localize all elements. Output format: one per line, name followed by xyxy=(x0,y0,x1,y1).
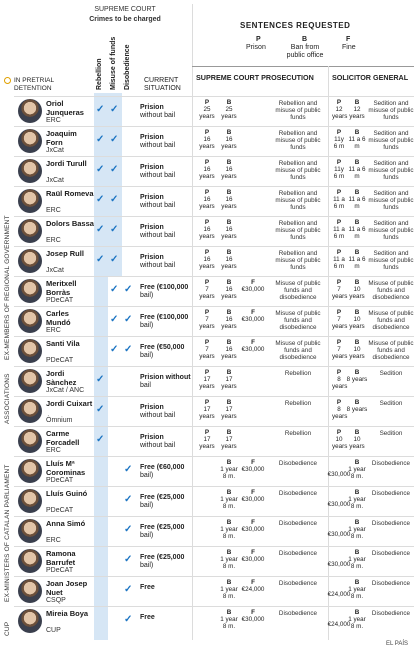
prosecution-charges: Rebellion and misuse of public funds xyxy=(275,160,321,181)
solicitor-charges: Misuse of public funds and disobedience xyxy=(368,310,414,331)
prosecution-fine: F €30,000 xyxy=(241,519,265,533)
person-party: JxCat xyxy=(46,267,64,274)
prosecution-ban: B 17 years xyxy=(221,399,237,420)
person-name: Lluís Guinó xyxy=(46,489,88,498)
solicitor-header: SOLICITOR GENERAL xyxy=(332,73,409,82)
misuse-check: ✓ xyxy=(110,164,119,175)
disobedience-check: ✓ xyxy=(124,524,133,535)
col-rebellion: Rebellion xyxy=(96,58,103,90)
avatar xyxy=(18,309,42,333)
crimes-charged-label: Crimes to be charged xyxy=(89,16,161,23)
person-party: JxCat / ANC xyxy=(46,387,85,394)
solicitor-charges: Disobedience xyxy=(371,460,411,467)
prosecution-ban: B 16 years xyxy=(221,339,237,360)
prosecution-charges: Rebellion xyxy=(284,370,312,377)
current-situation: Prision without bail xyxy=(140,434,176,449)
prosecution-ban: B 1 year 8 m. xyxy=(220,489,238,510)
avatar xyxy=(18,369,42,393)
solicitor-ban: B 1 year 8 m. xyxy=(348,459,366,480)
person-name: Carme Forcadell xyxy=(46,429,80,447)
solicitor-charges: Misuse of public funds and disobedience xyxy=(368,280,414,301)
prosecution-header: SUPREME COURT PROSECUTION xyxy=(196,73,314,82)
sentences-requested-title: SENTENCES REQUESTED xyxy=(240,21,351,30)
person-name: Joaquim Forn xyxy=(46,129,77,147)
group-cup: CUP xyxy=(4,621,11,636)
table-row xyxy=(14,156,414,186)
person-party: PDeCAT xyxy=(46,357,74,364)
prosecution-charges: Rebellion and misuse of public funds xyxy=(275,220,321,241)
solicitor-ban: B 11 a 6 m xyxy=(348,249,366,270)
solicitor-prison: P 7 years xyxy=(332,279,348,300)
col-misuse: Misuse of funds xyxy=(110,36,117,90)
solicitor-charges: Disobedience xyxy=(371,520,411,527)
person-name: Joan Josep Nuet xyxy=(46,579,88,597)
misuse-check: ✓ xyxy=(110,254,119,265)
prosecution-prison: P 17 years xyxy=(199,429,215,450)
current-situation: Free (€100,000 bail) xyxy=(140,314,189,329)
prosecution-charges: Misuse of public funds and disobedience xyxy=(275,310,321,331)
prosecution-charges: Rebellion and misuse of public funds xyxy=(275,190,321,211)
rebellion-check: ✓ xyxy=(96,374,105,385)
rebellion-check: ✓ xyxy=(96,194,105,205)
solicitor-fine: €30,000 xyxy=(327,561,351,568)
solicitor-prison: P 7 years xyxy=(332,339,348,360)
current-situation: Prision without bail xyxy=(140,194,176,209)
prosecution-fine: F €24,000 xyxy=(241,579,265,593)
prosecution-ban: B 16 years xyxy=(221,159,237,180)
solicitor-prison: P 11 a 6 m xyxy=(333,219,345,240)
person-party: CUP xyxy=(46,627,61,634)
solicitor-ban: B 10 years xyxy=(349,279,365,300)
current-situation: Prision without bail xyxy=(140,254,176,269)
prosecution-ban: B 1 year 8 m. xyxy=(220,609,238,630)
solicitor-ban: B 1 year 8 m. xyxy=(348,519,366,540)
solicitor-ban: B 1 year 8 m. xyxy=(348,489,366,510)
table-row xyxy=(14,276,414,306)
prosecution-prison: P 25 years xyxy=(199,99,215,120)
current-situation: Prision without bail xyxy=(140,164,176,179)
key-b-label: Ban from public office xyxy=(286,44,324,59)
disobedience-check: ✓ xyxy=(124,554,133,565)
prosecution-charges: Disobedience xyxy=(278,580,318,587)
disobedience-check: ✓ xyxy=(124,464,133,475)
person-party: ERC xyxy=(46,117,61,124)
person-party: PDeCAT xyxy=(46,507,74,514)
prosecution-prison: P 7 years xyxy=(199,339,215,360)
solicitor-charges: Sedition and misuse of public funds xyxy=(368,160,414,181)
rebellion-check: ✓ xyxy=(96,224,105,235)
solicitor-ban: B 12 years xyxy=(349,99,365,120)
prosecution-ban: B 16 years xyxy=(221,219,237,240)
current-situation: Prision without bail xyxy=(140,104,176,119)
prosecution-charges: Rebellion and misuse of public funds xyxy=(275,250,321,271)
avatar xyxy=(18,159,42,183)
prosecution-prison: P 16 years xyxy=(199,219,215,240)
solicitor-prison: P 8 years xyxy=(332,399,348,420)
prosecution-ban: B 17 years xyxy=(221,369,237,390)
prosecution-fine: F €30,000 xyxy=(241,459,265,473)
group-associations: ASSOCIATIONS xyxy=(4,373,11,424)
rebellion-check: ✓ xyxy=(96,254,105,265)
current-situation: Free (€25,000 bail) xyxy=(140,554,185,569)
solicitor-prison: P 7 years xyxy=(332,309,348,330)
solicitor-charges: Sedition xyxy=(379,400,403,407)
table-row xyxy=(14,126,414,156)
person-party: ERC xyxy=(46,327,61,334)
solicitor-ban: B 10 years xyxy=(349,339,365,360)
prosecution-charges: Disobedience xyxy=(278,550,318,557)
current-situation: Prision without bail xyxy=(140,374,191,389)
misuse-check: ✓ xyxy=(110,314,119,325)
current-situation: Prision without bail xyxy=(140,404,176,419)
rebellion-check: ✓ xyxy=(96,134,105,145)
solicitor-fine: €30,000 xyxy=(327,471,351,478)
disobedience-check: ✓ xyxy=(124,344,133,355)
person-party: JxCat xyxy=(46,147,64,154)
solicitor-charges: Disobedience xyxy=(371,580,411,587)
prosecution-prison: P 16 years xyxy=(199,129,215,150)
prosecution-fine: F €30,000 xyxy=(241,489,265,503)
solicitor-ban: B 10 years xyxy=(349,429,365,450)
person-name: Lluís Mª Corominas xyxy=(46,459,86,477)
current-situation: Prision without bail xyxy=(140,134,176,149)
avatar xyxy=(18,429,42,453)
solicitor-ban: B 11 a 6 m xyxy=(348,159,366,180)
avatar xyxy=(18,609,42,633)
avatar xyxy=(18,549,42,573)
misuse-check: ✓ xyxy=(110,344,119,355)
person-name: Anna Simó xyxy=(46,519,86,528)
solicitor-ban: B 8 years xyxy=(346,369,368,383)
solicitor-ban: B 11 a 6 m xyxy=(348,189,366,210)
prosecution-charges: Misuse of public funds and disobedience xyxy=(275,340,321,361)
table-row xyxy=(14,306,414,336)
prosecution-ban: B 16 years xyxy=(221,279,237,300)
footer-credit: EL PAÍS xyxy=(385,641,408,647)
key-b: B xyxy=(302,36,308,43)
col-disobedience: Disobedience xyxy=(124,44,131,90)
person-party: Òmnium xyxy=(46,417,73,424)
solicitor-ban: B 11 a 6 m xyxy=(348,129,366,150)
table-row xyxy=(14,486,414,516)
table-row xyxy=(14,516,414,546)
avatar xyxy=(18,189,42,213)
prosecution-fine: F €30,000 xyxy=(241,609,265,623)
rebellion-check: ✓ xyxy=(96,164,105,175)
solicitor-prison: P 10 years xyxy=(332,429,348,450)
prosecution-ban: B 17 years xyxy=(221,429,237,450)
table-row xyxy=(14,336,414,366)
prosecution-ban: B 1 year 8 m. xyxy=(220,579,238,600)
current-situation: Free (€25,000 bail) xyxy=(140,494,185,509)
person-party: PDeCAT xyxy=(46,567,74,574)
prosecution-prison: P 16 years xyxy=(199,189,215,210)
prosecution-ban: B 1 year 8 m. xyxy=(220,549,238,570)
prosecution-charges: Disobedience xyxy=(278,460,318,467)
table-row xyxy=(14,246,414,276)
misuse-check: ✓ xyxy=(110,284,119,295)
solicitor-charges: Sedition and misuse of public funds xyxy=(368,250,414,271)
person-name: Oriol Junqueras xyxy=(46,99,84,117)
table-row xyxy=(14,456,414,486)
solicitor-prison: P 8 years xyxy=(332,369,348,390)
table-row xyxy=(14,366,414,396)
disobedience-check: ✓ xyxy=(124,614,133,625)
prosecution-charges: Misuse of public funds and disobedience xyxy=(275,280,321,301)
avatar xyxy=(18,129,42,153)
prosecution-charges: Disobedience xyxy=(278,610,318,617)
avatar xyxy=(18,219,42,243)
person-name: Dolors Bassa xyxy=(46,219,94,228)
prosecution-fine: F €30,000 xyxy=(241,339,265,353)
solicitor-ban: B 8 years xyxy=(346,399,368,413)
person-party: ERC xyxy=(46,447,61,454)
prosecution-ban: B 16 years xyxy=(221,249,237,270)
table-row xyxy=(14,186,414,216)
key-f-label: Fine xyxy=(342,44,356,51)
table-row xyxy=(14,546,414,576)
table-row xyxy=(14,426,414,456)
prosecution-prison: P 16 years xyxy=(199,159,215,180)
key-p-label: Prison xyxy=(246,44,266,51)
person-name: Josep Rull xyxy=(46,249,84,258)
misuse-check: ✓ xyxy=(110,134,119,145)
group-parliament: EX-MINISTERS OF CATALAN PARLIAMENT xyxy=(4,464,11,602)
avatar xyxy=(18,579,42,603)
person-name: Ramona Barrufet xyxy=(46,549,76,567)
person-party: CSQP xyxy=(46,597,66,604)
solicitor-charges: Sedition and misuse of public funds xyxy=(368,100,414,121)
solicitor-ban: B 1 year 8 m. xyxy=(348,579,366,600)
prosecution-charges: Rebellion xyxy=(284,400,312,407)
prosecution-prison: P 17 years xyxy=(199,369,215,390)
solicitor-fine: €30,000 xyxy=(327,531,351,538)
prosecution-charges: Rebellion xyxy=(284,430,312,437)
prosecution-fine: F €30,000 xyxy=(241,279,265,293)
prosecution-ban: B 16 years xyxy=(221,129,237,150)
prosecution-charges: Rebellion and misuse of public funds xyxy=(275,100,321,121)
solicitor-prison: P 11 a 6 m xyxy=(333,249,345,270)
solicitor-charges: Misuse of public funds and disobedience xyxy=(368,340,414,361)
solicitor-charges: Disobedience xyxy=(371,610,411,617)
prosecution-ban: B 25 years xyxy=(221,99,237,120)
supreme-court-label: SUPREME COURT xyxy=(94,6,156,13)
table-row xyxy=(14,606,414,636)
current-situation: Free (€25,000 bail) xyxy=(140,524,185,539)
prosecution-charges: Rebellion and misuse of public funds xyxy=(275,130,321,151)
solicitor-fine: €30,000 xyxy=(327,501,351,508)
solicitor-charges: Sedition and misuse of public funds xyxy=(368,130,414,151)
avatar xyxy=(18,519,42,543)
disobedience-check: ✓ xyxy=(124,584,133,595)
person-party: PDeCAT xyxy=(46,297,74,304)
disobedience-check: ✓ xyxy=(124,314,133,325)
prosecution-prison: P 16 years xyxy=(199,249,215,270)
table-row xyxy=(14,216,414,246)
misuse-check: ✓ xyxy=(110,194,119,205)
person-name: Meritxell Borràs xyxy=(46,279,77,297)
key-f: F xyxy=(346,36,351,43)
rebellion-check: ✓ xyxy=(96,404,105,415)
avatar xyxy=(18,489,42,513)
current-situation: Free (€50,000 bail) xyxy=(140,344,185,359)
current-situation: Free (€60,000 bail) xyxy=(140,464,185,479)
person-name: Jordi Cuixart xyxy=(46,399,93,408)
disobedience-check: ✓ xyxy=(124,284,133,295)
solicitor-prison: P 12 years xyxy=(332,99,348,120)
avatar xyxy=(18,399,42,423)
prosecution-ban: B 1 year 8 m. xyxy=(220,459,238,480)
avatar xyxy=(18,459,42,483)
rebellion-check: ✓ xyxy=(96,434,105,445)
person-name: Raül Romeva xyxy=(46,189,94,198)
person-name: Jordi Turull xyxy=(46,159,87,168)
prosecution-ban: B 16 years xyxy=(221,189,237,210)
prosecution-fine: F €30,000 xyxy=(241,549,265,563)
prosecution-prison: P 7 years xyxy=(199,279,215,300)
solicitor-charges: Disobedience xyxy=(371,490,411,497)
avatar xyxy=(18,249,42,273)
rebellion-check: ✓ xyxy=(96,104,105,115)
solicitor-ban: B 10 years xyxy=(349,309,365,330)
solicitor-fine: €24,000 xyxy=(327,621,351,628)
solicitor-charges: Sedition and misuse of public funds xyxy=(368,220,414,241)
detention-legend-label: IN PRETRIAL DETENTION xyxy=(14,77,54,92)
solicitor-charges: Sedition xyxy=(379,430,403,437)
current-situation: Free xyxy=(140,584,155,591)
prosecution-fine: F €30,000 xyxy=(241,309,265,323)
solicitor-ban: B 1 year 8 m. xyxy=(348,549,366,570)
solicitor-prison: P 11y 6 m xyxy=(333,159,345,180)
prosecution-prison: P 17 years xyxy=(199,399,215,420)
solicitor-charges: Disobedience xyxy=(371,550,411,557)
key-p: P xyxy=(256,36,261,43)
solicitor-prison: P 11 a 6 m xyxy=(333,189,345,210)
prosecution-charges: Disobedience xyxy=(278,490,318,497)
current-situation: Free xyxy=(140,614,155,621)
person-name: Carles Mundó xyxy=(46,309,71,327)
table-row xyxy=(14,396,414,426)
detention-legend-icon xyxy=(4,77,11,84)
table-row xyxy=(14,576,414,606)
current-situation: Prision without bail xyxy=(140,224,176,239)
group-regional-gov: EX-MEMBERS OF REGIONAL GOVERNMENT xyxy=(4,215,11,360)
current-situation: Free (€100,000 bail) xyxy=(140,284,189,299)
person-name: Santi Vila xyxy=(46,339,80,348)
avatar xyxy=(18,339,42,363)
person-name: Jordi Sànchez xyxy=(46,369,77,387)
prosecution-ban: B 1 year 8 m. xyxy=(220,519,238,540)
prosecution-ban: B 16 years xyxy=(221,309,237,330)
person-party: ERC xyxy=(46,237,61,244)
table-row xyxy=(14,96,414,126)
person-name: Mireia Boya xyxy=(46,609,89,618)
solicitor-charges: Sedition xyxy=(379,370,403,377)
person-party: JxCat xyxy=(46,177,64,184)
person-party: PDeCAT xyxy=(46,477,74,484)
solicitor-ban: B 11 a 6 m xyxy=(348,219,366,240)
misuse-check: ✓ xyxy=(110,224,119,235)
avatar xyxy=(18,279,42,303)
avatar xyxy=(18,99,42,123)
solicitor-ban: B 1 year 8 m. xyxy=(348,609,366,630)
solicitor-charges: Sedition and misuse of public funds xyxy=(368,190,414,211)
current-situation-header: CURRENT SITUATION xyxy=(144,77,181,92)
prosecution-prison: P 7 years xyxy=(199,309,215,330)
prosecution-charges: Disobedience xyxy=(278,520,318,527)
person-party: ERC xyxy=(46,207,61,214)
disobedience-check: ✓ xyxy=(124,494,133,505)
solicitor-fine: €24,000 xyxy=(327,591,351,598)
person-party: ERC xyxy=(46,537,61,544)
solicitor-prison: P 11y 6 m xyxy=(333,129,345,150)
misuse-check: ✓ xyxy=(110,104,119,115)
